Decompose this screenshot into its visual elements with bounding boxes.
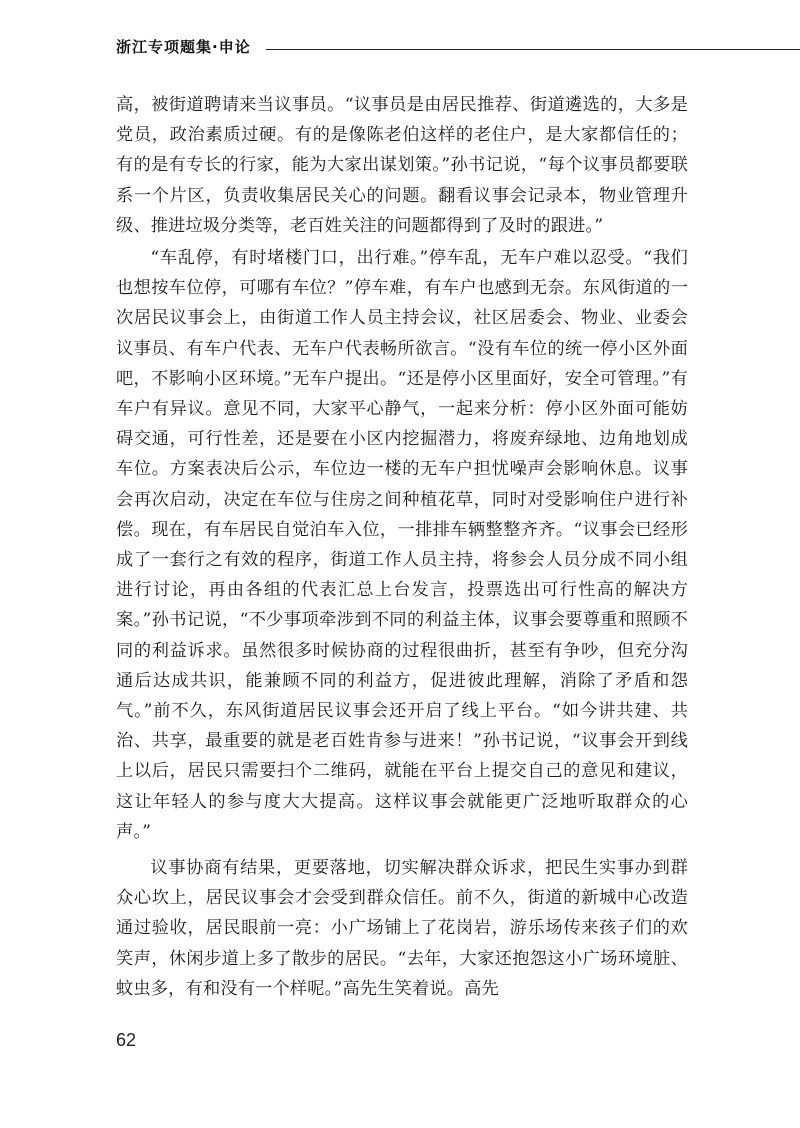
header-rule (266, 49, 800, 50)
paragraph-3: 议事协商有结果，更要落地，切实解决群众诉求，把民生实事办到群众心坎上，居民议事会才会受到群众信任。前不久，街道的新城中心改造通过验收，居民眼前一亮：小广场铺上了花岗岩，游乐场传来孩子们的欢笑声，休闲步道上多了散步的居民。“去年，大家还抱怨这小广场环境脏、蚊虫多，有和没有一个样呢。”高先生笑着说。高先 (116, 858, 688, 999)
page-number: 62 (116, 1030, 137, 1050)
body-text (116, 90, 688, 1004)
paragraph-1: 高，被街道聘请来当议事员。“议事员是由居民推荐、街道遴选的，大多是党员，政治素质过硬。有的是像陈老伯这样的老住户，是大家都信任的；有的是有专长的行家，能为大家出谋划策。”孙书记说，“每个议事员都要联系一个片区，负责收集居民关心的问题。翻看议事会记录本，物业管理升级、推进垃圾分类等，老百姓关注的问题都得到了及时的跟进。” (116, 95, 688, 236)
book-title: 浙江专项题集·申论 (116, 38, 251, 56)
paragraph-2: “车乱停，有时堵楼门口，出行难。”停车乱，无车户难以忍受。“我们也想按车位停，可哪有车位？”停车难，有车户也感到无奈。东风街道的一次居民议事会上，由街道工作人员主持会议，社区居委会、物业、业委会议事员、有车户代表、无车户代表畅所欲言。“没有车位的统一停小区外面吧，不影响小区环境。”无车户提出。“还是停小区里面好，安全可管理。”有车户有异议。意见不同，大家平心静气，一起来分析：停小区外面可能妨碍交通，可行性差，还是要在小区内挖掘潜力，将废弃绿地、边角地划成车位。方案表决后公示，车位边一楼的无车户担忧噪声会影响休息。议事会再次启动，决定在车位与住房之间种植花草，同时对受影响住户进行补偿。现在，有车居民自觉泊车入位，一排排车辆整整齐齐。“议事会已经形成了一套行之有效的程序，街道工作人员主持，将参会人员分成不同小组进行讨论，再由各组的代表汇总上台发言，投票选出可行性高的解决方案。”孙书记说，“不少事项牵涉到不同的利益主体，议事会要尊重和照顾不同的利益诉求。虽然很多时候协商的过程很曲折，甚至有争吵，但充分沟通后达成共识，能兼顾不同的利益方，促进彼此理解，消除了矛盾和怨气。”前不久，东风街道居民议事会还开启了线上平台。“如今讲共建、共治、共享，最重要的就是老百姓肯参与进来！”孙书记说，“议事会开到线上以后，居民只需要扫个二维码，就能在平台上提交自己的意见和建议，这让年轻人的参与度大大提高。这样议事会就能更广泛地听取群众的心声。” (116, 248, 688, 842)
running-header (116, 36, 716, 60)
